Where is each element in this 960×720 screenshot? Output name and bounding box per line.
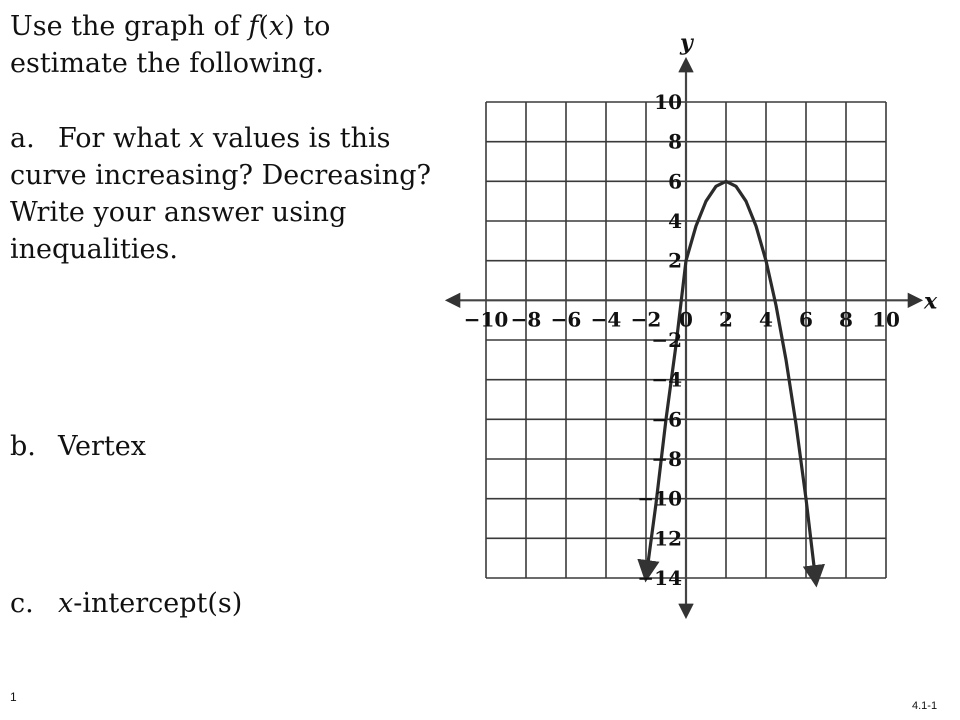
x-tick-label: 4	[759, 307, 773, 332]
y-tick-label: 12	[654, 526, 682, 551]
parabola-graph	[440, 20, 940, 620]
page-number: 1	[10, 690, 17, 704]
y-tick-label: −10	[637, 486, 682, 511]
axes	[448, 60, 920, 616]
question-a	[10, 120, 450, 268]
prompt-line-1	[10, 8, 450, 45]
prompt-text-end: to	[294, 11, 331, 42]
prompt-line-2: estimate the following.	[10, 48, 325, 79]
y-tick-label: −4	[651, 367, 682, 392]
question-b-letter: b.	[10, 431, 36, 462]
y-tick-label: −2	[651, 328, 682, 352]
question-a-letter: a.	[10, 123, 35, 154]
y-tick-label: 6	[668, 169, 682, 194]
y-tick-label: 10	[654, 90, 682, 114]
question-c	[10, 585, 242, 622]
question-a-text-pre: For what	[58, 123, 190, 154]
x-tick-label: −6	[550, 307, 582, 332]
x-tick-label: −8	[510, 307, 542, 332]
function-variable: x	[268, 11, 285, 42]
slide-code: 4.1-1	[912, 700, 938, 712]
prompt-text: Use the graph of	[10, 11, 249, 42]
question-a-text-post: values is this curve increasing? Decreasing? Write your answer using inequalities.	[10, 123, 431, 265]
question-c-variable: x	[58, 588, 74, 619]
paren-close: )	[284, 11, 295, 42]
y-tick-label: −8	[651, 447, 682, 471]
y-tick-label: 4	[668, 209, 682, 233]
tick-labels	[464, 30, 938, 590]
question-c-letter: c.	[10, 588, 34, 619]
question-a-variable: x	[189, 123, 205, 154]
x-tick-label: 2	[719, 307, 733, 332]
x-tick-label: 0	[679, 307, 693, 332]
question-c-text: -intercept(s)	[73, 588, 243, 619]
y-tick-label: 2	[668, 248, 682, 273]
paren-open: (	[258, 11, 269, 42]
x-tick-label: 6	[799, 307, 813, 332]
problem-prompt	[10, 8, 450, 82]
x-tick-label: −10	[463, 307, 509, 332]
y-tick-label: −14	[637, 566, 682, 590]
x-tick-label: −4	[590, 307, 622, 332]
x-tick-label: −2	[630, 307, 662, 332]
x-tick-label: 8	[839, 307, 853, 332]
y-axis-label: y	[680, 30, 693, 56]
y-tick-label: 8	[668, 129, 682, 154]
function-name: f	[248, 11, 259, 42]
x-axis-label: x	[924, 288, 938, 315]
question-b-text: Vertex	[58, 431, 146, 462]
y-tick-label: −6	[651, 407, 682, 432]
question-b	[10, 428, 146, 465]
x-tick-label: 10	[872, 307, 900, 332]
